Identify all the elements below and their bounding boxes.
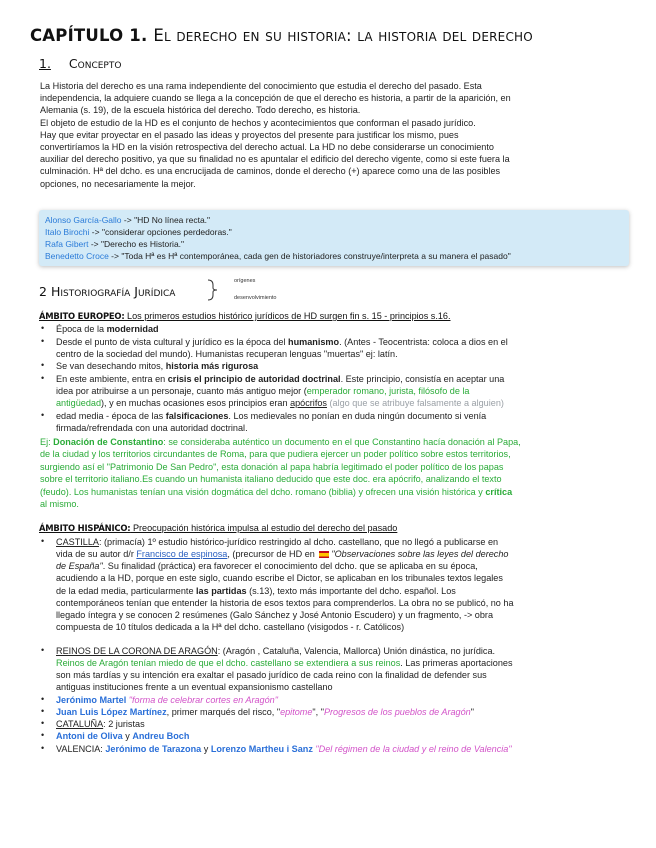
cataluna-jurists: Antoni de Oliva y Andreu Boch (56, 731, 190, 741)
bullet-dot: • (41, 360, 45, 370)
castilla-line: de la edad media, particularmente las partidas (s.13), texto más importante del dcho. español. Los (56, 586, 456, 596)
brace-icon (206, 279, 220, 301)
europe-bullet-cont: centro de la sociedad del mundo). Humanistas recuperan lenguas "muertas" ej: latín. (56, 349, 398, 359)
castilla-line: llegado íntegra y se conocen 2 resúmenes (Galo Sánchez y José Antonio Escudero) y un fragmento, -> obra (56, 610, 494, 620)
europe-label-line (39, 311, 451, 321)
aragon-line: Reinos de Aragón tenían miedo de que el dcho. castellano se extendiera a sus reinos. Las primeras aportaciones (56, 658, 513, 668)
chapter-title (30, 26, 533, 45)
bullet-dot: • (41, 373, 45, 383)
bullet-dot: • (41, 323, 45, 333)
hispanic-label-line (39, 523, 397, 533)
section-2-title: Historiografía Jurídica (50, 284, 176, 299)
castilla-line: de España". Su finalidad (práctica) era favorecer el conocimiento del dcho. que se aplicaba en su época, (56, 561, 478, 571)
bullet-dot: • (41, 410, 45, 420)
quotes-box (39, 210, 629, 266)
castilla-line: vida de su autor d/r Francisco de espinosa, (precursor de HD en "Observaciones sobre las leyes del derecho (56, 549, 509, 559)
quote-text: "Derecho es Historia." (101, 239, 185, 249)
bullet-dot: • (41, 730, 45, 740)
quote-arrow: -> (111, 251, 119, 261)
hispanic-intro: Preocupación histórica impulsa al estudio del derecho del pasado (130, 523, 398, 533)
example-line: al mismo. (40, 499, 79, 509)
europe-bullet: En este ambiente, entra en crisis el principio de autoridad doctrinal. Este principio, consistía en aceptar una (56, 374, 505, 384)
valencia-line: VALENCIA: Jerónimo de Tarazona y Lorenzo Martheu i Sanz "Del régimen de la ciudad y el reino de Valencia" (56, 744, 512, 754)
quote-author: Alonso García-Gallo (45, 215, 122, 225)
section-1-number: 1. (39, 56, 51, 71)
example-line: sobre el territorio italiano.Es cuando un humanista italiano deducido que este doc. era apócrifo, analizando el texto (40, 474, 502, 484)
europe-bullet: Desde el punto de vista cultural y jurídico es la época del humanismo. (Antes - Teocentrista: coloca a dios en el (56, 337, 508, 347)
europe-bullet: Se van desechando mitos, historia más rigurosa (56, 361, 259, 371)
castilla-line: acudiendo a la HD, porque en este siglo, cuando escribe el Dictor, se aplicaban en los tribunales textos legales (56, 573, 503, 583)
note-origins: orígenes (234, 278, 256, 284)
concept-line: El objeto de estudio de la HD es el conjunto de hechos y acontecimientos que conforman el pasado jurídico. (40, 118, 476, 128)
aragon-line: son más tardías y su intención era exaltar el pasado jurídico de cada reino con la finalidad de defender sus (56, 670, 487, 680)
concept-line: auxiliar del derecho positivo, ya que su finalidad no es apuntalar el edificio del derecho vigente, como si este fuera la (40, 154, 510, 164)
quote-author: Rafa Gibert (45, 239, 89, 249)
quote-text: "HD No línea recta." (134, 215, 211, 225)
concept-line: culminación. Hª del dcho. es una encrucijada de caminos, donde el derecho (+) aparece como una de las posibles (40, 166, 501, 176)
chapter-subtitle: El derecho en su historia: la historia del derecho (153, 26, 533, 45)
castilla-line: contemporáneos tenían que entender la historia de esos textos para comprenderlos. La obra no se publicó, no ha (56, 598, 514, 608)
castilla-line: compuesta de 10 títulos dedicada a la Hª del dcho. castellano (visigodos - r. Católicos) (56, 622, 405, 632)
cataluna-line: CATALUÑA: 2 juristas (56, 719, 145, 729)
europe-bullet-cont: idea por atribuirse a un personaje, cuanto más antiguo mejor (emperador romano, jurista, filósofo de la (56, 386, 470, 396)
europe-bullet-cont: firmada/refrendada con una autoridad doctrinal. (56, 423, 248, 433)
section-1-heading (39, 56, 121, 71)
concept-line: convertiríamos la HD en la visión retrospectiva del derecho actual. La HD no debe considerarse un conocimiento (40, 142, 494, 152)
quote-text: "considerar opciones perdedoras." (101, 227, 232, 237)
example-line: surgiendo así el "Patrimonio De San Pedro", esta donación al papa habría legitimado el poder político de los papas (40, 462, 504, 472)
concept-line: independencia, la adquiere cuando se llega a la concepción de que el derecho es historia, a partir de la aparición, en (40, 93, 511, 103)
spain-flag-icon (319, 551, 329, 558)
quote-item (45, 239, 184, 249)
bullet-dot: • (41, 645, 45, 655)
bullet-dot: • (41, 706, 45, 716)
section-2-heading (39, 284, 175, 299)
europe-label: ÁMBITO EUROPEO: (39, 311, 125, 321)
concept-line: opciones, no necesariamente la mejor. (40, 179, 196, 189)
quote-item (45, 251, 511, 261)
concept-line: Hay que evitar proyectar en el pasado las ideas y proyectos del presente para justificar los mismo, pues (40, 130, 459, 140)
aragon-line: antiguas instituciones frente a un eventual expansionismo castellano (56, 682, 333, 692)
quote-arrow: -> (90, 239, 99, 249)
quote-arrow: -> (91, 227, 100, 237)
example-line: de la ciudad y los territorios circundantes de Roma, para que pudiera ejercer un poder político sobre estos territorios, (40, 449, 511, 459)
section-2-number: 2 (39, 284, 47, 299)
espinosa-link[interactable]: Francisco de espinosa (136, 549, 228, 559)
hispanic-label: ÁMBITO HISPÁNICO: (39, 523, 131, 533)
quote-arrow: -> (123, 215, 132, 225)
section-1-title: Concepto (68, 56, 122, 71)
quote-author: Italo Birochi (45, 227, 90, 237)
example-line: Ej: Donación de Constantino: se consideraba auténtico un documento en el que Constantino hacía donación al Papa, (40, 437, 521, 447)
bullet-dot: • (41, 336, 45, 346)
jurist-line: Juan Luis López Martínez, primer marqués del risco, "epitome", "Progresos de los pueblos de Aragón" (56, 707, 474, 717)
aragon-line: REINOS DE LA CORONA DE ARAGÓN: (Aragón , Cataluña, Valencia, Mallorca) Unión dinástica, no jurídica. (56, 646, 496, 656)
chapter-label: CAPÍTULO 1. (30, 26, 148, 45)
quote-item (45, 227, 232, 237)
concept-line: La Historia del derecho es una rama independiente del conocimiento que estudia el derecho del pasado. Esta (40, 81, 482, 91)
jurist-line: Jerónimo Martel "forma de celebrar cortes en Aragón" (56, 695, 278, 705)
quote-author: Benedetto Croce (45, 251, 109, 261)
europe-intro: Los primeros estudios histórico jurídicos de HD surgen fin s. 15 - principios s.16. (124, 311, 451, 321)
bullet-dot: • (41, 694, 45, 704)
quote-text: "Toda Hª es Hª contemporánea, cada gen de historiadores construye/interpreta a su manera el pasado" (121, 251, 511, 261)
quote-item (45, 215, 210, 225)
concept-line: Alemania (s. 19), de la escuela histórica del derecho. Todo derecho, es historia. (40, 105, 361, 115)
note-development: desenvolvimiento (234, 295, 277, 301)
bullet-dot: • (41, 718, 45, 728)
europe-bullet-cont: antigüedad), y en muchas ocasiones esos principios eran apócrifos (algo que se atribuye falsamente a alguien) (56, 398, 504, 408)
example-line: (feudo). Los humanistas tenían una visión dogmática del dcho. romano (biblia) y ofrecen una visión histórica y crítica (40, 487, 513, 497)
europe-bullet: edad media - época de las falsificaciones. Los medievales no ponían en duda ningún documento si venía (56, 411, 487, 421)
castilla-line: CASTILLA: (primacía) 1º estudio histórico-jurídico restringido al dcho. castellano, que no llegó a publicarse en (56, 537, 499, 547)
bullet-dot: • (41, 536, 45, 546)
bullet-dot: • (41, 743, 45, 753)
europe-bullet: Época de la modernidad (56, 324, 159, 334)
